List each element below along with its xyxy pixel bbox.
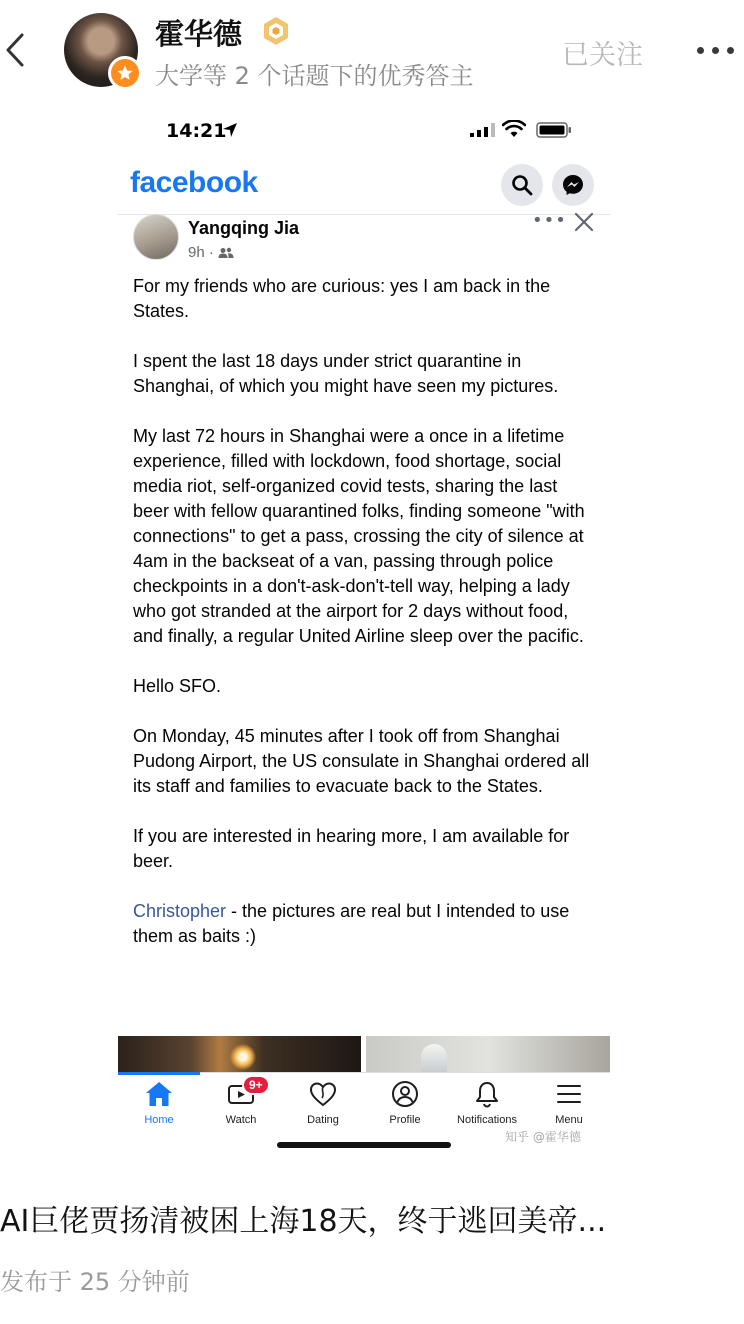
post-photo-2[interactable] bbox=[366, 1036, 610, 1076]
close-icon bbox=[572, 210, 596, 234]
dot-icon bbox=[727, 47, 734, 54]
post-author-name[interactable]: Yangqing Jia bbox=[188, 218, 300, 238]
bell-icon bbox=[474, 1080, 500, 1108]
watch-badge: 9+ bbox=[242, 1075, 270, 1095]
dating-icon bbox=[309, 1081, 337, 1107]
status-time: 14:21 bbox=[166, 120, 227, 142]
location-arrow-icon bbox=[222, 122, 238, 138]
author-name[interactable]: 霍华德 bbox=[155, 17, 243, 51]
dot-icon bbox=[697, 47, 704, 54]
tab-menu[interactable] bbox=[528, 1073, 610, 1134]
post-more-button[interactable]: ••• bbox=[532, 210, 567, 231]
tab-profile[interactable] bbox=[364, 1073, 446, 1134]
wifi-icon bbox=[502, 120, 526, 138]
back-button[interactable] bbox=[0, 28, 30, 72]
tab-label: Watch bbox=[225, 1114, 257, 1126]
tab-dating[interactable] bbox=[282, 1073, 364, 1134]
post-close-button[interactable] bbox=[572, 210, 596, 234]
zhihu-watermark: 知乎 @霍华德 bbox=[505, 1130, 581, 1144]
author-header bbox=[0, 0, 744, 100]
level-badge-icon bbox=[260, 15, 292, 47]
mention-link[interactable]: Christopher bbox=[133, 901, 227, 921]
post-paragraph-mention bbox=[133, 899, 598, 949]
messenger-button[interactable] bbox=[552, 164, 594, 206]
friends-audience-icon bbox=[218, 247, 234, 259]
dot-icon bbox=[712, 47, 719, 54]
messenger-icon bbox=[561, 173, 585, 197]
battery-icon bbox=[536, 122, 572, 138]
tab-label: Menu bbox=[555, 1114, 583, 1126]
tab-label: Profile bbox=[389, 1114, 421, 1126]
embedded-screenshot bbox=[118, 106, 610, 1158]
post-photo-1[interactable] bbox=[118, 1036, 361, 1076]
post-paragraph: For my friends who are curious: yes I am back in the States. bbox=[133, 276, 551, 321]
post-paragraph: On Monday, 45 minutes after I took off from Shanghai Pudong Airport, the US consulate in Shanghai ordered all its staff and families to evacuate back to the States. bbox=[133, 726, 590, 796]
home-indicator bbox=[277, 1142, 451, 1148]
tab-watch[interactable] bbox=[200, 1073, 282, 1134]
author-description: 大学等 2 个话题下的优秀答主 bbox=[155, 62, 474, 90]
tab-label: Notifications bbox=[457, 1114, 517, 1126]
search-icon bbox=[511, 174, 533, 196]
search-button[interactable] bbox=[501, 164, 543, 206]
post-author-avatar[interactable] bbox=[133, 214, 179, 260]
post-body bbox=[133, 274, 598, 974]
facebook-tab-bar bbox=[118, 1072, 610, 1134]
home-icon bbox=[145, 1081, 173, 1107]
star-badge-icon bbox=[108, 56, 142, 90]
follow-button[interactable]: 已关注 bbox=[562, 40, 643, 71]
tab-home[interactable] bbox=[118, 1073, 200, 1134]
post-paragraph: My last 72 hours in Shanghai were a once in a lifetime experience, filled with lockdown, food shortage, social media riot, self-organized covid tests, sharing the last beer with fellow quarantined folks, finding someone "with connections" to get a pass, crossing the city of silence at 4am in the backseat of a van, passing through police checkpoints in a don't-ask-don't-tell way, helping a lady who got stranded at the airport for 2 days without food, and finally, a regular United Airline sleep over the pacific. bbox=[133, 426, 585, 646]
post-time: 9h · bbox=[188, 244, 214, 261]
menu-icon bbox=[556, 1083, 582, 1105]
article-title[interactable]: AI巨佬贾扬清被困上海18天，终于逃回美帝... bbox=[0, 1204, 607, 1239]
post-paragraph: Hello SFO. bbox=[133, 676, 222, 696]
article-publish-time: 发布于 25 分钟前 bbox=[0, 1268, 190, 1296]
chevron-left-icon bbox=[4, 32, 26, 68]
post-paragraph: I spent the last 18 days under strict quarantine in Shanghai, of which you might have seen my pictures. bbox=[133, 351, 559, 396]
post-meta bbox=[188, 244, 234, 261]
tab-notifications[interactable] bbox=[446, 1073, 528, 1134]
tab-label: Home bbox=[144, 1114, 174, 1126]
profile-icon bbox=[391, 1080, 419, 1108]
more-options-button[interactable] bbox=[690, 30, 740, 70]
tab-label: Dating bbox=[307, 1114, 339, 1126]
cellular-signal-icon bbox=[470, 123, 496, 137]
mention-text: - the pictures are real but I intended to use them as baits :) bbox=[133, 901, 570, 946]
facebook-logo: facebook bbox=[130, 166, 258, 199]
post-paragraph: If you are interested in hearing more, I am available for beer. bbox=[133, 826, 570, 871]
